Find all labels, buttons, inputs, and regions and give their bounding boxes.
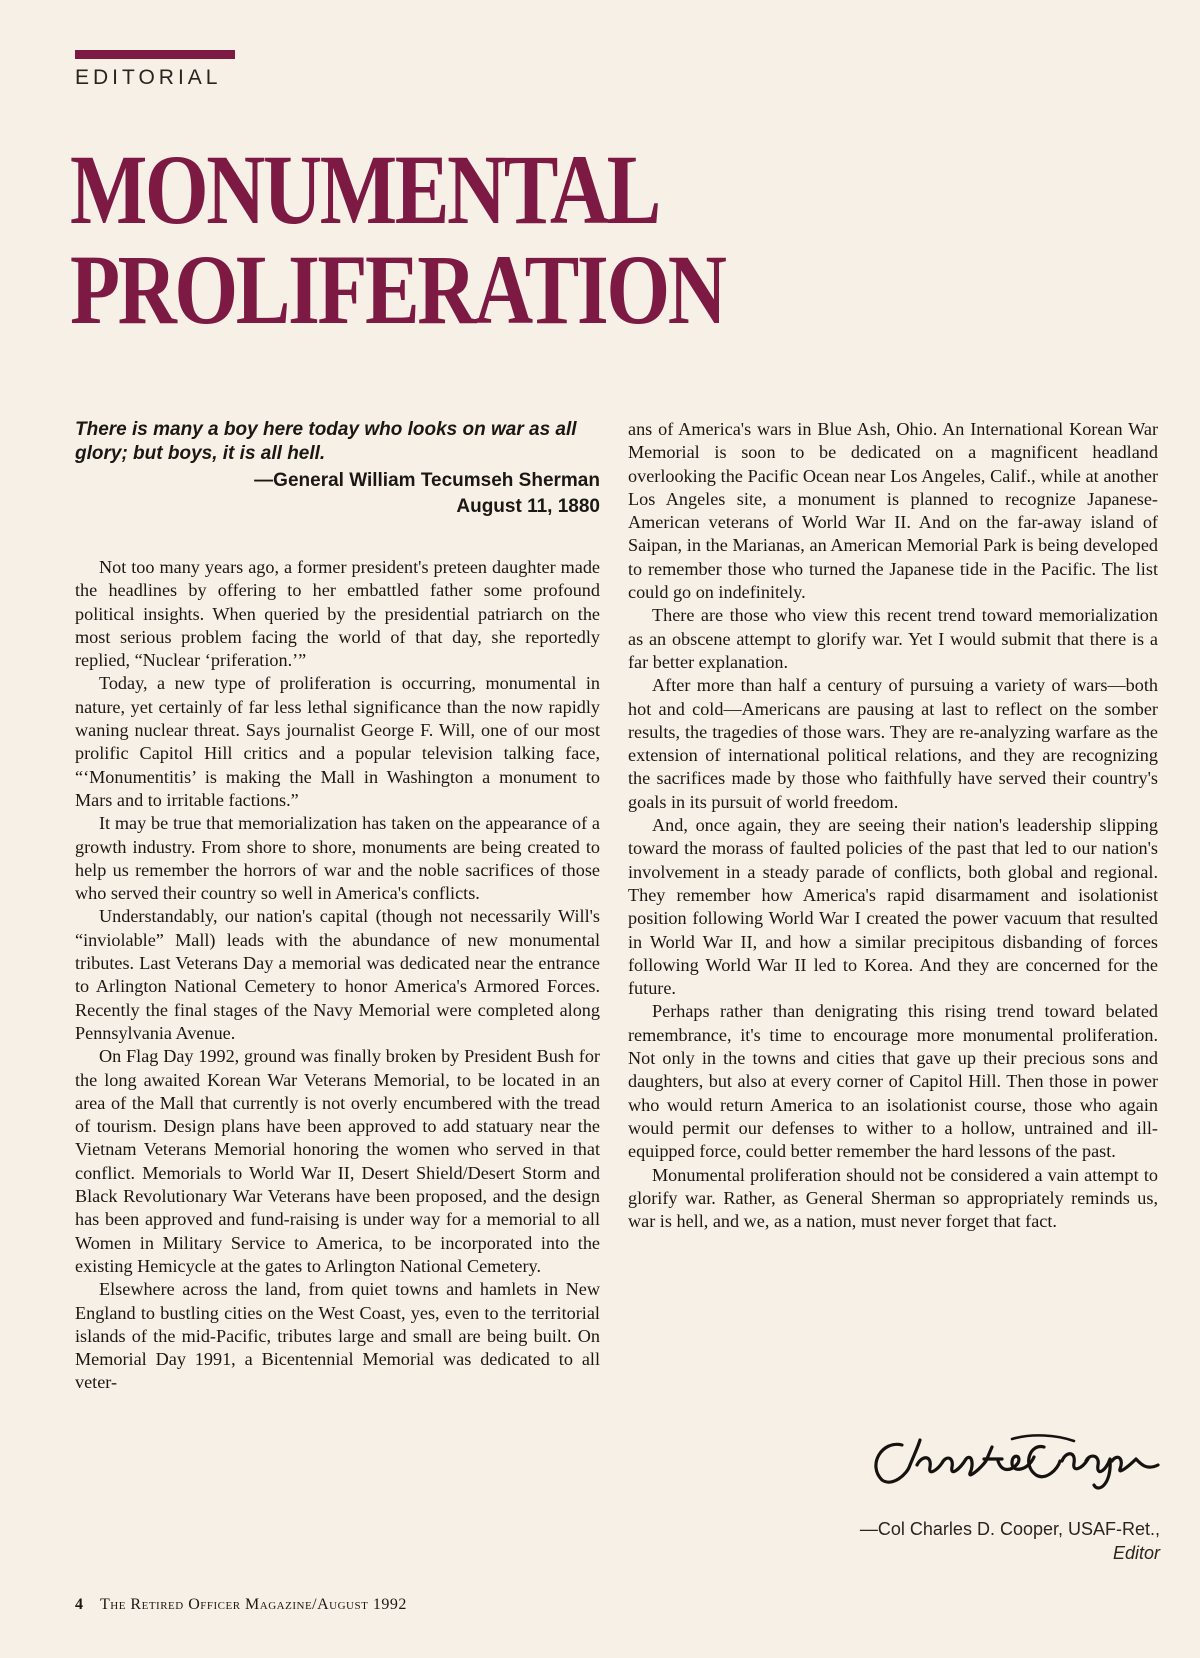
left-body — [75, 556, 600, 1395]
paragraph: It may be true that memorialization has taken on the appearance of a growth industry. From shore to shore, monuments are being created to help us remember the horrors of war and the noble sacrifices of those who served their country so well in America's conflicts. — [75, 813, 600, 904]
title-line-1: MONUMENTAL — [70, 134, 659, 245]
epigraph-date: August 11, 1880 — [456, 496, 600, 517]
paragraph: There are those who view this recent trend toward memorialization as an obscene attempt to glorify war. Yet I would submit that there is a far better explanation. — [628, 605, 1158, 672]
paragraph: ans of America's wars in Blue Ash, Ohio. An International Korean War Memorial is soon to be dedicated on a magnificent headland overlooking the Pacific Ocean near Los Angeles, Calif., while at another Los Angeles site, a monument is planned to recognize Japanese-American veterans of World War II. And on the far-away island of Saipan, in the Marianas, an American Memorial Park is being developed to remember those who turned the Japanese tide in the Pacific. The list could go on indefinitely. — [628, 419, 1158, 603]
title-line-2: PROLIFERATION — [70, 234, 725, 345]
paragraph: On Flag Day 1992, ground was finally broken by President Bush for the long awaited Korean War Veterans Memorial, to be located in an area of the Mall that currently is not overly encumbered with the tread of tourism. Design plans have been approved to add statuary near the Vietnam Veterans Memorial honoring the women who served in that conflict. Memorials to World War II, Desert Shield/Desert Storm and Black Revolutionary War Veterans have been proposed, and the design has been approved and fund-raising is under way for a memorial to all Women in Military Service to America, to be incorporated into the existing Hemicycle at the gates to Arlington National Cemetery. — [75, 1046, 600, 1276]
section-rule — [75, 50, 235, 59]
page-footer — [75, 1596, 407, 1614]
paragraph: Perhaps rather than denigrating this rising trend toward belated remembrance, it's time to encourage more monumental proliferation. Not only in the towns and cities that gave up their precious sons and daughters, but also at every corner of Capitol Hill. Then those in power who would return America to an isolationist course, those who again would permit our defenses to wither to a hollow, untrained and ill-equipped force, could better remember the hard lessons of the past. — [628, 1001, 1158, 1162]
right-column — [628, 418, 1158, 1233]
editor-signoff — [860, 1517, 1160, 1565]
page-title — [70, 134, 725, 345]
page-number: 4 — [75, 1596, 84, 1613]
paragraph: Understandably, our nation's capital (though not necessarily Will's “inviolable” Mall) leads with the abundance of new monumental tributes. Last Veterans Day a memorial was dedicated near the entrance to Arlington National Cemetery to honor America's Armored Forces. Recently the final stages of the Navy Memorial were completed along Pennsylvania Avenue. — [75, 906, 600, 1043]
epigraph-quote: There is many a boy here today who looks on war as all glory; but boys, it is all hell. — [75, 419, 577, 464]
section-label: EDITORIAL — [75, 66, 222, 89]
editor-title: Editor — [1112, 1543, 1160, 1563]
left-column — [75, 418, 600, 1395]
paragraph: Today, a new type of proliferation is occurring, monumental in nature, yet certainly of far less lethal significance than the now rapidly waning nuclear threat. Says journalist George F. Will, one of our most prolific Capitol Hill critics and a popular television talking face, “‘Monumentitis’ is making the Mall in Washington a monument to Mars and to irritable factions.” — [75, 673, 600, 810]
paragraph: Monumental proliferation should not be considered a vain attempt to glorify war. Rather, as General Sherman so appropriately reminds us, war is hell, and we, as a nation, must never forget that fact. — [628, 1164, 1158, 1232]
paragraph: Elsewhere across the land, from quiet towns and hamlets in New England to bustling cities on the West Coast, yes, even to the territorial islands of the mid-Pacific, tributes large and small are being built. On Memorial Day 1991, a Bicentennial Memorial was dedicated to all veter- — [75, 1279, 600, 1393]
publication-name: The Retired Officer Magazine/August 1992 — [100, 1596, 407, 1613]
epigraph-author: —General William Tecumseh Sherman — [254, 470, 600, 491]
paragraph: After more than half a century of pursuing a variety of wars—both hot and cold—Americans are pausing at last to reflect on the somber results, the tragedies of those wars. They are re-analyzing warfare as the extension of international political relations, and they are recognizing the sacrifices made by those who faithfully have served their country's goals in its pursuit of world freedom. — [628, 675, 1158, 812]
editor-name: —Col Charles D. Cooper, USAF-Ret., — [859, 1519, 1160, 1539]
signature-icon — [862, 1425, 1162, 1495]
paragraph: Not too many years ago, a former president's preteen daughter made the headlines by offering to her embattled father some profound political insights. When queried by the presidential patriarch on the most serious problem facing the world of that day, she reportedly replied, “Nuclear ‘priferation.’” — [75, 557, 600, 671]
paragraph: And, once again, they are seeing their nation's leadership slipping toward the morass of faulted policies of the past that led to our nation's involvement in a steady parade of conflicts, both global and regional. They remember how America's rapid disarmament and isolationist position following World War I created the power vacuum that resulted in World War II, and how a similar precipitous disbanding of forces following World War II led to Korea. And they are concerned for the future. — [628, 815, 1158, 999]
